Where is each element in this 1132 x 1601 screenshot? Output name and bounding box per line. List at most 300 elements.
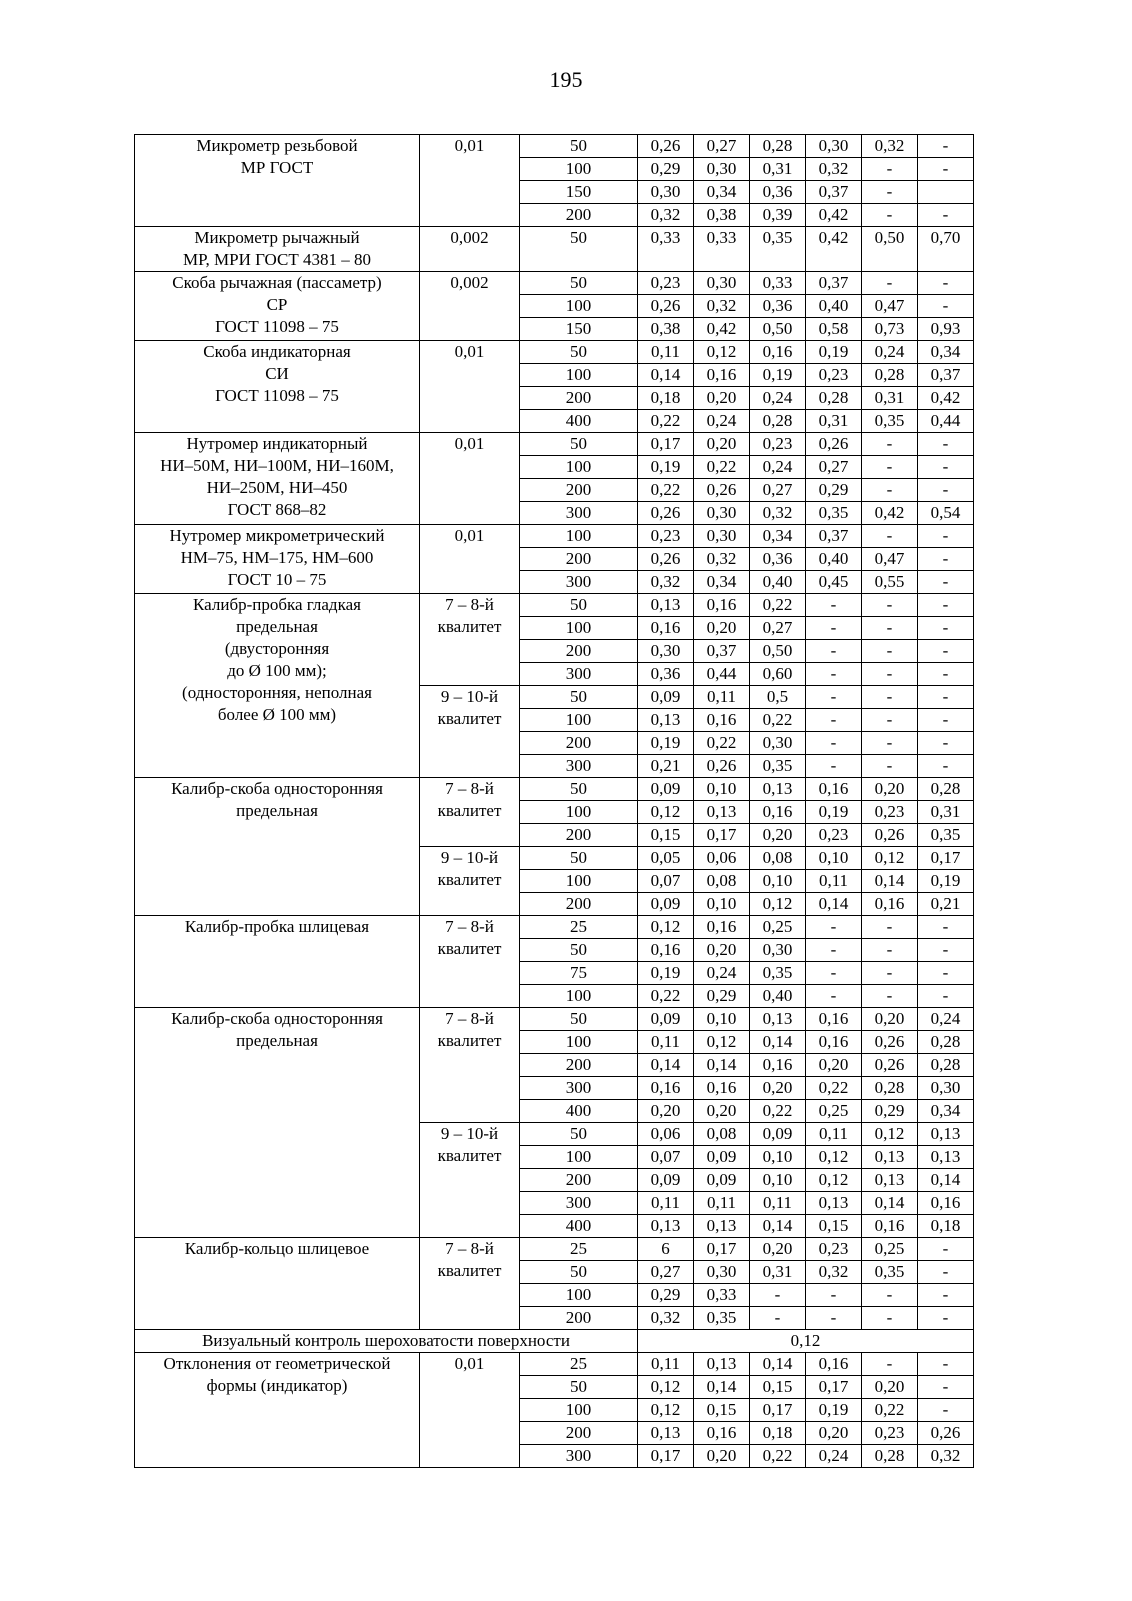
error-cell: - bbox=[918, 1353, 974, 1376]
instrument-name: Нутромер микрометрический НМ–75, НМ–175, НМ–600 ГОСТ 10 – 75 bbox=[135, 525, 420, 594]
error-cell: - bbox=[806, 916, 862, 939]
error-cell: 0,24 bbox=[694, 962, 750, 985]
error-cell: - bbox=[918, 571, 974, 594]
error-cell: 0,16 bbox=[862, 1215, 918, 1238]
error-cell: 0,14 bbox=[750, 1353, 806, 1376]
error-cell: 0,16 bbox=[694, 916, 750, 939]
page-number: 195 bbox=[549, 67, 583, 92]
error-cell: 0,07 bbox=[638, 870, 694, 893]
division-value: 0,01 bbox=[420, 341, 520, 433]
error-cell: 0,32 bbox=[750, 502, 806, 525]
error-cell: 0,12 bbox=[638, 1376, 694, 1399]
error-cell: 0,34 bbox=[694, 571, 750, 594]
error-cell: 0,20 bbox=[750, 1077, 806, 1100]
error-cell: - bbox=[806, 962, 862, 985]
error-cell: 0,23 bbox=[806, 1238, 862, 1261]
error-cell: - bbox=[862, 181, 918, 204]
error-cell: - bbox=[918, 686, 974, 709]
error-cell: 0,30 bbox=[694, 525, 750, 548]
error-cell: 0,35 bbox=[918, 824, 974, 847]
error-cell: 0,32 bbox=[806, 158, 862, 181]
error-cell: 0,18 bbox=[638, 387, 694, 410]
division-value: 0,01 bbox=[420, 525, 520, 594]
error-cell: - bbox=[806, 939, 862, 962]
error-cell: 0,19 bbox=[638, 456, 694, 479]
instrument-name: Отклонения от геометрической формы (индикатор) bbox=[135, 1353, 420, 1468]
error-cell: 0,19 bbox=[638, 962, 694, 985]
size-cell: 200 bbox=[520, 1169, 638, 1192]
size-cell: 50 bbox=[520, 847, 638, 870]
error-cell: 0,22 bbox=[750, 709, 806, 732]
division-value: 9 – 10-й квалитет bbox=[420, 847, 520, 916]
error-cell: - bbox=[862, 916, 918, 939]
size-cell: 300 bbox=[520, 571, 638, 594]
error-cell: 0,10 bbox=[750, 1169, 806, 1192]
error-cell: 0,13 bbox=[694, 1215, 750, 1238]
error-cell: 0,30 bbox=[750, 732, 806, 755]
division-value: 9 – 10-й квалитет bbox=[420, 1123, 520, 1238]
error-cell: 0,32 bbox=[638, 571, 694, 594]
error-cell: - bbox=[862, 1284, 918, 1307]
division-value: 0,002 bbox=[420, 272, 520, 341]
error-cell: 0,27 bbox=[638, 1261, 694, 1284]
error-cell: 0,26 bbox=[638, 295, 694, 318]
error-cell: 0,20 bbox=[694, 433, 750, 456]
error-cell: 0,33 bbox=[638, 227, 694, 272]
size-cell: 100 bbox=[520, 870, 638, 893]
error-cell: 0,20 bbox=[806, 1054, 862, 1077]
error-cell: 0,11 bbox=[750, 1192, 806, 1215]
error-cell: 0,12 bbox=[638, 1399, 694, 1422]
error-cell: 0,30 bbox=[806, 135, 862, 158]
table-row bbox=[135, 916, 974, 939]
error-cell: 0,34 bbox=[750, 525, 806, 548]
size-cell: 50 bbox=[520, 778, 638, 801]
error-cell: 0,32 bbox=[806, 1261, 862, 1284]
error-cell: 0,27 bbox=[750, 617, 806, 640]
error-cell: 0,23 bbox=[806, 364, 862, 387]
size-cell: 100 bbox=[520, 1146, 638, 1169]
error-cell: 0,16 bbox=[806, 1031, 862, 1054]
size-cell: 300 bbox=[520, 663, 638, 686]
error-cell: - bbox=[918, 1376, 974, 1399]
error-cell: 0,13 bbox=[750, 778, 806, 801]
error-cell: 0,11 bbox=[806, 870, 862, 893]
error-cell: - bbox=[806, 732, 862, 755]
error-cell: 0,32 bbox=[638, 204, 694, 227]
error-cell: 0,55 bbox=[862, 571, 918, 594]
size-cell: 400 bbox=[520, 410, 638, 433]
error-cell: 0,34 bbox=[694, 181, 750, 204]
error-cell: 0,35 bbox=[862, 1261, 918, 1284]
size-cell: 150 bbox=[520, 318, 638, 341]
error-cell: 0,26 bbox=[806, 433, 862, 456]
error-cell: 0,28 bbox=[918, 1031, 974, 1054]
error-cell: 0,31 bbox=[862, 387, 918, 410]
error-cell: 0,16 bbox=[694, 1077, 750, 1100]
error-cell: - bbox=[862, 1307, 918, 1330]
error-cell: 0,12 bbox=[694, 341, 750, 364]
error-cell: 0,13 bbox=[750, 1008, 806, 1031]
error-cell: 0,08 bbox=[694, 870, 750, 893]
error-cell: 0,35 bbox=[806, 502, 862, 525]
error-cell: 0,28 bbox=[750, 410, 806, 433]
measurement-error-table bbox=[134, 134, 974, 1468]
error-cell: 0,09 bbox=[694, 1169, 750, 1192]
division-value: 7 – 8-й квалитет bbox=[420, 1238, 520, 1330]
error-cell: - bbox=[862, 755, 918, 778]
error-cell: - bbox=[918, 1284, 974, 1307]
size-cell: 50 bbox=[520, 341, 638, 364]
error-cell: - bbox=[862, 594, 918, 617]
error-cell: 0,16 bbox=[806, 778, 862, 801]
error-cell: - bbox=[806, 686, 862, 709]
error-cell: - bbox=[862, 433, 918, 456]
error-cell: 0,42 bbox=[694, 318, 750, 341]
size-cell: 50 bbox=[520, 1008, 638, 1031]
instrument-name: Калибр-скоба односторонняя предельная bbox=[135, 778, 420, 916]
error-cell: 0,13 bbox=[638, 1422, 694, 1445]
error-cell: 0,35 bbox=[750, 962, 806, 985]
error-cell: 6 bbox=[638, 1238, 694, 1261]
error-cell: 0,20 bbox=[694, 617, 750, 640]
error-cell: 0,13 bbox=[918, 1146, 974, 1169]
error-cell: 0,11 bbox=[694, 1192, 750, 1215]
error-cell: 0,32 bbox=[862, 135, 918, 158]
size-cell: 200 bbox=[520, 204, 638, 227]
error-cell: - bbox=[862, 709, 918, 732]
error-cell: 0,40 bbox=[806, 295, 862, 318]
error-cell: 0,19 bbox=[638, 732, 694, 755]
error-cell: 0,28 bbox=[750, 135, 806, 158]
error-cell: 0,34 bbox=[918, 1100, 974, 1123]
size-cell: 200 bbox=[520, 548, 638, 571]
error-cell: 0,32 bbox=[918, 1445, 974, 1468]
division-value: 0,01 bbox=[420, 433, 520, 525]
error-cell: 0,27 bbox=[806, 456, 862, 479]
error-cell: - bbox=[862, 962, 918, 985]
error-cell: 0,31 bbox=[750, 1261, 806, 1284]
error-cell: 0,13 bbox=[638, 1215, 694, 1238]
table-row bbox=[135, 433, 974, 456]
error-cell: 0,36 bbox=[750, 295, 806, 318]
size-cell: 150 bbox=[520, 181, 638, 204]
error-cell: - bbox=[918, 640, 974, 663]
error-cell: 0,19 bbox=[806, 801, 862, 824]
error-cell: 0,29 bbox=[806, 479, 862, 502]
error-cell: 0,42 bbox=[918, 387, 974, 410]
error-cell: 0,13 bbox=[638, 594, 694, 617]
size-cell: 100 bbox=[520, 364, 638, 387]
error-cell: - bbox=[806, 985, 862, 1008]
size-cell: 100 bbox=[520, 158, 638, 181]
error-cell: 0,40 bbox=[750, 985, 806, 1008]
error-cell: 0,20 bbox=[750, 1238, 806, 1261]
error-cell: 0,16 bbox=[806, 1008, 862, 1031]
error-cell: 0,21 bbox=[918, 893, 974, 916]
error-cell: 0,40 bbox=[806, 548, 862, 571]
error-cell: - bbox=[918, 158, 974, 181]
size-cell: 200 bbox=[520, 893, 638, 916]
error-cell: 0,12 bbox=[862, 1123, 918, 1146]
error-cell: 0,11 bbox=[638, 341, 694, 364]
size-cell: 25 bbox=[520, 1238, 638, 1261]
error-cell: 0,26 bbox=[862, 824, 918, 847]
error-cell: 0,37 bbox=[806, 181, 862, 204]
error-cell: 0,18 bbox=[918, 1215, 974, 1238]
error-cell: - bbox=[918, 594, 974, 617]
error-cell: 0,15 bbox=[694, 1399, 750, 1422]
error-cell: 0,30 bbox=[750, 939, 806, 962]
size-cell: 100 bbox=[520, 617, 638, 640]
error-cell bbox=[918, 181, 974, 204]
error-cell: 0,14 bbox=[918, 1169, 974, 1192]
size-cell: 200 bbox=[520, 1422, 638, 1445]
error-cell: 0,36 bbox=[750, 548, 806, 571]
error-cell: 0,37 bbox=[806, 525, 862, 548]
error-cell: 0,54 bbox=[918, 502, 974, 525]
division-value: 7 – 8-й квалитет bbox=[420, 916, 520, 1008]
error-cell: 0,33 bbox=[750, 272, 806, 295]
error-cell: 0,06 bbox=[694, 847, 750, 870]
error-cell: 0,44 bbox=[918, 410, 974, 433]
size-cell: 300 bbox=[520, 1077, 638, 1100]
error-cell: 0,09 bbox=[638, 1008, 694, 1031]
division-value: 7 – 8-й квалитет bbox=[420, 1008, 520, 1123]
table-row bbox=[135, 272, 974, 295]
error-cell: 0,20 bbox=[862, 1008, 918, 1031]
size-cell: 100 bbox=[520, 456, 638, 479]
error-cell: 0,28 bbox=[862, 1445, 918, 1468]
error-cell: 0,45 bbox=[806, 571, 862, 594]
error-cell: 0,20 bbox=[862, 778, 918, 801]
error-cell: 0,12 bbox=[806, 1169, 862, 1192]
error-cell: - bbox=[862, 640, 918, 663]
error-cell: - bbox=[862, 204, 918, 227]
error-cell: 0,09 bbox=[750, 1123, 806, 1146]
error-cell: - bbox=[862, 686, 918, 709]
error-cell: 0,11 bbox=[638, 1353, 694, 1376]
error-cell: 0,16 bbox=[638, 1077, 694, 1100]
size-cell: 50 bbox=[520, 939, 638, 962]
error-cell: 0,50 bbox=[750, 640, 806, 663]
error-cell: 0,29 bbox=[638, 158, 694, 181]
error-cell: 0,09 bbox=[638, 893, 694, 916]
error-cell: 0,16 bbox=[750, 801, 806, 824]
error-cell: 0,21 bbox=[638, 755, 694, 778]
instrument-name: Микрометр рычажный МР, МРИ ГОСТ 4381 – 80 bbox=[135, 227, 420, 272]
size-cell: 100 bbox=[520, 1284, 638, 1307]
error-cell: 0,23 bbox=[750, 433, 806, 456]
size-cell: 50 bbox=[520, 1376, 638, 1399]
error-cell: 0,17 bbox=[694, 1238, 750, 1261]
table-row bbox=[135, 778, 974, 801]
span-row bbox=[135, 1330, 974, 1353]
error-cell: 0,32 bbox=[694, 295, 750, 318]
error-cell: 0,35 bbox=[694, 1307, 750, 1330]
error-cell: 0,40 bbox=[750, 571, 806, 594]
error-cell: 0,19 bbox=[918, 870, 974, 893]
error-cell: - bbox=[750, 1307, 806, 1330]
error-cell: 0,30 bbox=[694, 158, 750, 181]
size-cell: 100 bbox=[520, 1399, 638, 1422]
error-cell: 0,37 bbox=[918, 364, 974, 387]
error-cell: 0,24 bbox=[806, 1445, 862, 1468]
instrument-name: Нутромер индикаторный НИ–50М, НИ–100М, НИ–160М, НИ–250М, НИ–450 ГОСТ 868–82 bbox=[135, 433, 420, 525]
error-cell: 0,23 bbox=[862, 801, 918, 824]
error-cell: 0,14 bbox=[750, 1031, 806, 1054]
error-cell: 0,35 bbox=[750, 227, 806, 272]
error-cell: - bbox=[918, 1399, 974, 1422]
error-cell: 0,14 bbox=[862, 870, 918, 893]
error-cell: 0,38 bbox=[694, 204, 750, 227]
error-cell: 0,19 bbox=[806, 341, 862, 364]
error-cell: 0,10 bbox=[694, 893, 750, 916]
error-cell: - bbox=[862, 985, 918, 1008]
error-cell: - bbox=[806, 617, 862, 640]
instrument-name: Калибр-пробка гладкая предельная (двусторонняя до Ø 100 мм); (односторонняя, неполная более Ø 100 мм) bbox=[135, 594, 420, 778]
error-cell: 0,10 bbox=[694, 1008, 750, 1031]
error-cell: 0,07 bbox=[638, 1146, 694, 1169]
error-cell: 0,22 bbox=[750, 594, 806, 617]
size-cell: 400 bbox=[520, 1215, 638, 1238]
error-cell: 0,16 bbox=[750, 341, 806, 364]
error-cell: 0,60 bbox=[750, 663, 806, 686]
error-cell: 0,16 bbox=[638, 939, 694, 962]
error-cell: 0,19 bbox=[750, 364, 806, 387]
size-cell: 100 bbox=[520, 801, 638, 824]
error-cell: 0,73 bbox=[862, 318, 918, 341]
size-cell: 25 bbox=[520, 916, 638, 939]
error-cell: 0,14 bbox=[638, 1054, 694, 1077]
size-cell: 50 bbox=[520, 686, 638, 709]
error-cell: 0,29 bbox=[638, 1284, 694, 1307]
error-cell: 0,09 bbox=[694, 1146, 750, 1169]
error-cell: 0,26 bbox=[918, 1422, 974, 1445]
error-cell: - bbox=[862, 158, 918, 181]
error-cell: 0,35 bbox=[750, 755, 806, 778]
error-cell: 0,27 bbox=[750, 479, 806, 502]
size-cell: 100 bbox=[520, 525, 638, 548]
error-cell: 0,20 bbox=[750, 824, 806, 847]
table-row bbox=[135, 1238, 974, 1261]
error-cell: 0,28 bbox=[918, 1054, 974, 1077]
error-cell: - bbox=[918, 479, 974, 502]
size-cell: 200 bbox=[520, 732, 638, 755]
division-value: 0,01 bbox=[420, 1353, 520, 1468]
error-cell: 0,13 bbox=[918, 1123, 974, 1146]
error-cell: - bbox=[862, 663, 918, 686]
error-cell: - bbox=[918, 755, 974, 778]
error-cell: 0,20 bbox=[694, 1445, 750, 1468]
error-cell: - bbox=[806, 594, 862, 617]
error-cell: 0,37 bbox=[694, 640, 750, 663]
error-cell: - bbox=[862, 479, 918, 502]
visual-control-value: 0,12 bbox=[638, 1330, 974, 1353]
error-cell: 0,26 bbox=[862, 1031, 918, 1054]
instrument-name: Скоба индикаторная СИ ГОСТ 11098 – 75 bbox=[135, 341, 420, 433]
error-cell: - bbox=[918, 272, 974, 295]
size-cell: 300 bbox=[520, 755, 638, 778]
error-cell: 0,27 bbox=[694, 135, 750, 158]
error-cell: 0,14 bbox=[694, 1376, 750, 1399]
error-cell: 0,08 bbox=[694, 1123, 750, 1146]
size-cell: 100 bbox=[520, 295, 638, 318]
error-cell: 0,11 bbox=[694, 686, 750, 709]
error-cell: 0,24 bbox=[694, 410, 750, 433]
error-cell: 0,31 bbox=[806, 410, 862, 433]
error-cell: - bbox=[918, 456, 974, 479]
error-cell: 0,22 bbox=[694, 732, 750, 755]
error-cell: 0,42 bbox=[806, 227, 862, 272]
error-cell: 0,15 bbox=[750, 1376, 806, 1399]
size-cell: 25 bbox=[520, 1353, 638, 1376]
error-cell: - bbox=[918, 1261, 974, 1284]
error-cell: - bbox=[918, 525, 974, 548]
error-cell: 0,26 bbox=[862, 1054, 918, 1077]
error-cell: - bbox=[918, 663, 974, 686]
division-value: 0,002 bbox=[420, 227, 520, 272]
error-cell: 0,16 bbox=[806, 1353, 862, 1376]
error-cell: 0,5 bbox=[750, 686, 806, 709]
error-cell: 0,26 bbox=[694, 755, 750, 778]
error-cell: 0,33 bbox=[694, 227, 750, 272]
error-cell: - bbox=[918, 548, 974, 571]
error-cell: 0,11 bbox=[638, 1192, 694, 1215]
error-cell: 0,93 bbox=[918, 318, 974, 341]
error-cell: - bbox=[806, 709, 862, 732]
size-cell: 300 bbox=[520, 502, 638, 525]
error-cell: 0,20 bbox=[694, 1100, 750, 1123]
error-cell: 0,10 bbox=[694, 778, 750, 801]
error-cell: 0,13 bbox=[862, 1146, 918, 1169]
error-cell: 0,17 bbox=[918, 847, 974, 870]
error-cell: - bbox=[862, 525, 918, 548]
error-cell: - bbox=[862, 1353, 918, 1376]
error-cell: 0,24 bbox=[750, 387, 806, 410]
division-value: 7 – 8-й квалитет bbox=[420, 594, 520, 686]
error-cell: 0,17 bbox=[638, 433, 694, 456]
error-cell: 0,16 bbox=[694, 364, 750, 387]
error-cell: 0,09 bbox=[638, 686, 694, 709]
size-cell: 200 bbox=[520, 640, 638, 663]
size-cell: 100 bbox=[520, 985, 638, 1008]
error-cell: 0,28 bbox=[806, 387, 862, 410]
error-cell: 0,13 bbox=[862, 1169, 918, 1192]
error-cell: 0,16 bbox=[918, 1192, 974, 1215]
error-cell: - bbox=[918, 732, 974, 755]
error-cell: 0,12 bbox=[638, 801, 694, 824]
error-cell: 0,17 bbox=[806, 1376, 862, 1399]
error-cell: 0,09 bbox=[638, 1169, 694, 1192]
error-cell: 0,06 bbox=[638, 1123, 694, 1146]
error-cell: 0,22 bbox=[806, 1077, 862, 1100]
size-cell: 50 bbox=[520, 272, 638, 295]
size-cell: 200 bbox=[520, 479, 638, 502]
error-cell: 0,25 bbox=[806, 1100, 862, 1123]
division-value: 7 – 8-й квалитет bbox=[420, 778, 520, 847]
error-cell: 0,28 bbox=[918, 778, 974, 801]
error-cell: 0,31 bbox=[750, 158, 806, 181]
error-cell: 0,11 bbox=[638, 1031, 694, 1054]
error-cell: 0,05 bbox=[638, 847, 694, 870]
error-cell: 0,13 bbox=[806, 1192, 862, 1215]
error-cell: - bbox=[918, 433, 974, 456]
error-cell: 0,13 bbox=[694, 1353, 750, 1376]
error-cell: - bbox=[862, 939, 918, 962]
error-cell: 0,30 bbox=[694, 1261, 750, 1284]
table-row bbox=[135, 1008, 974, 1031]
